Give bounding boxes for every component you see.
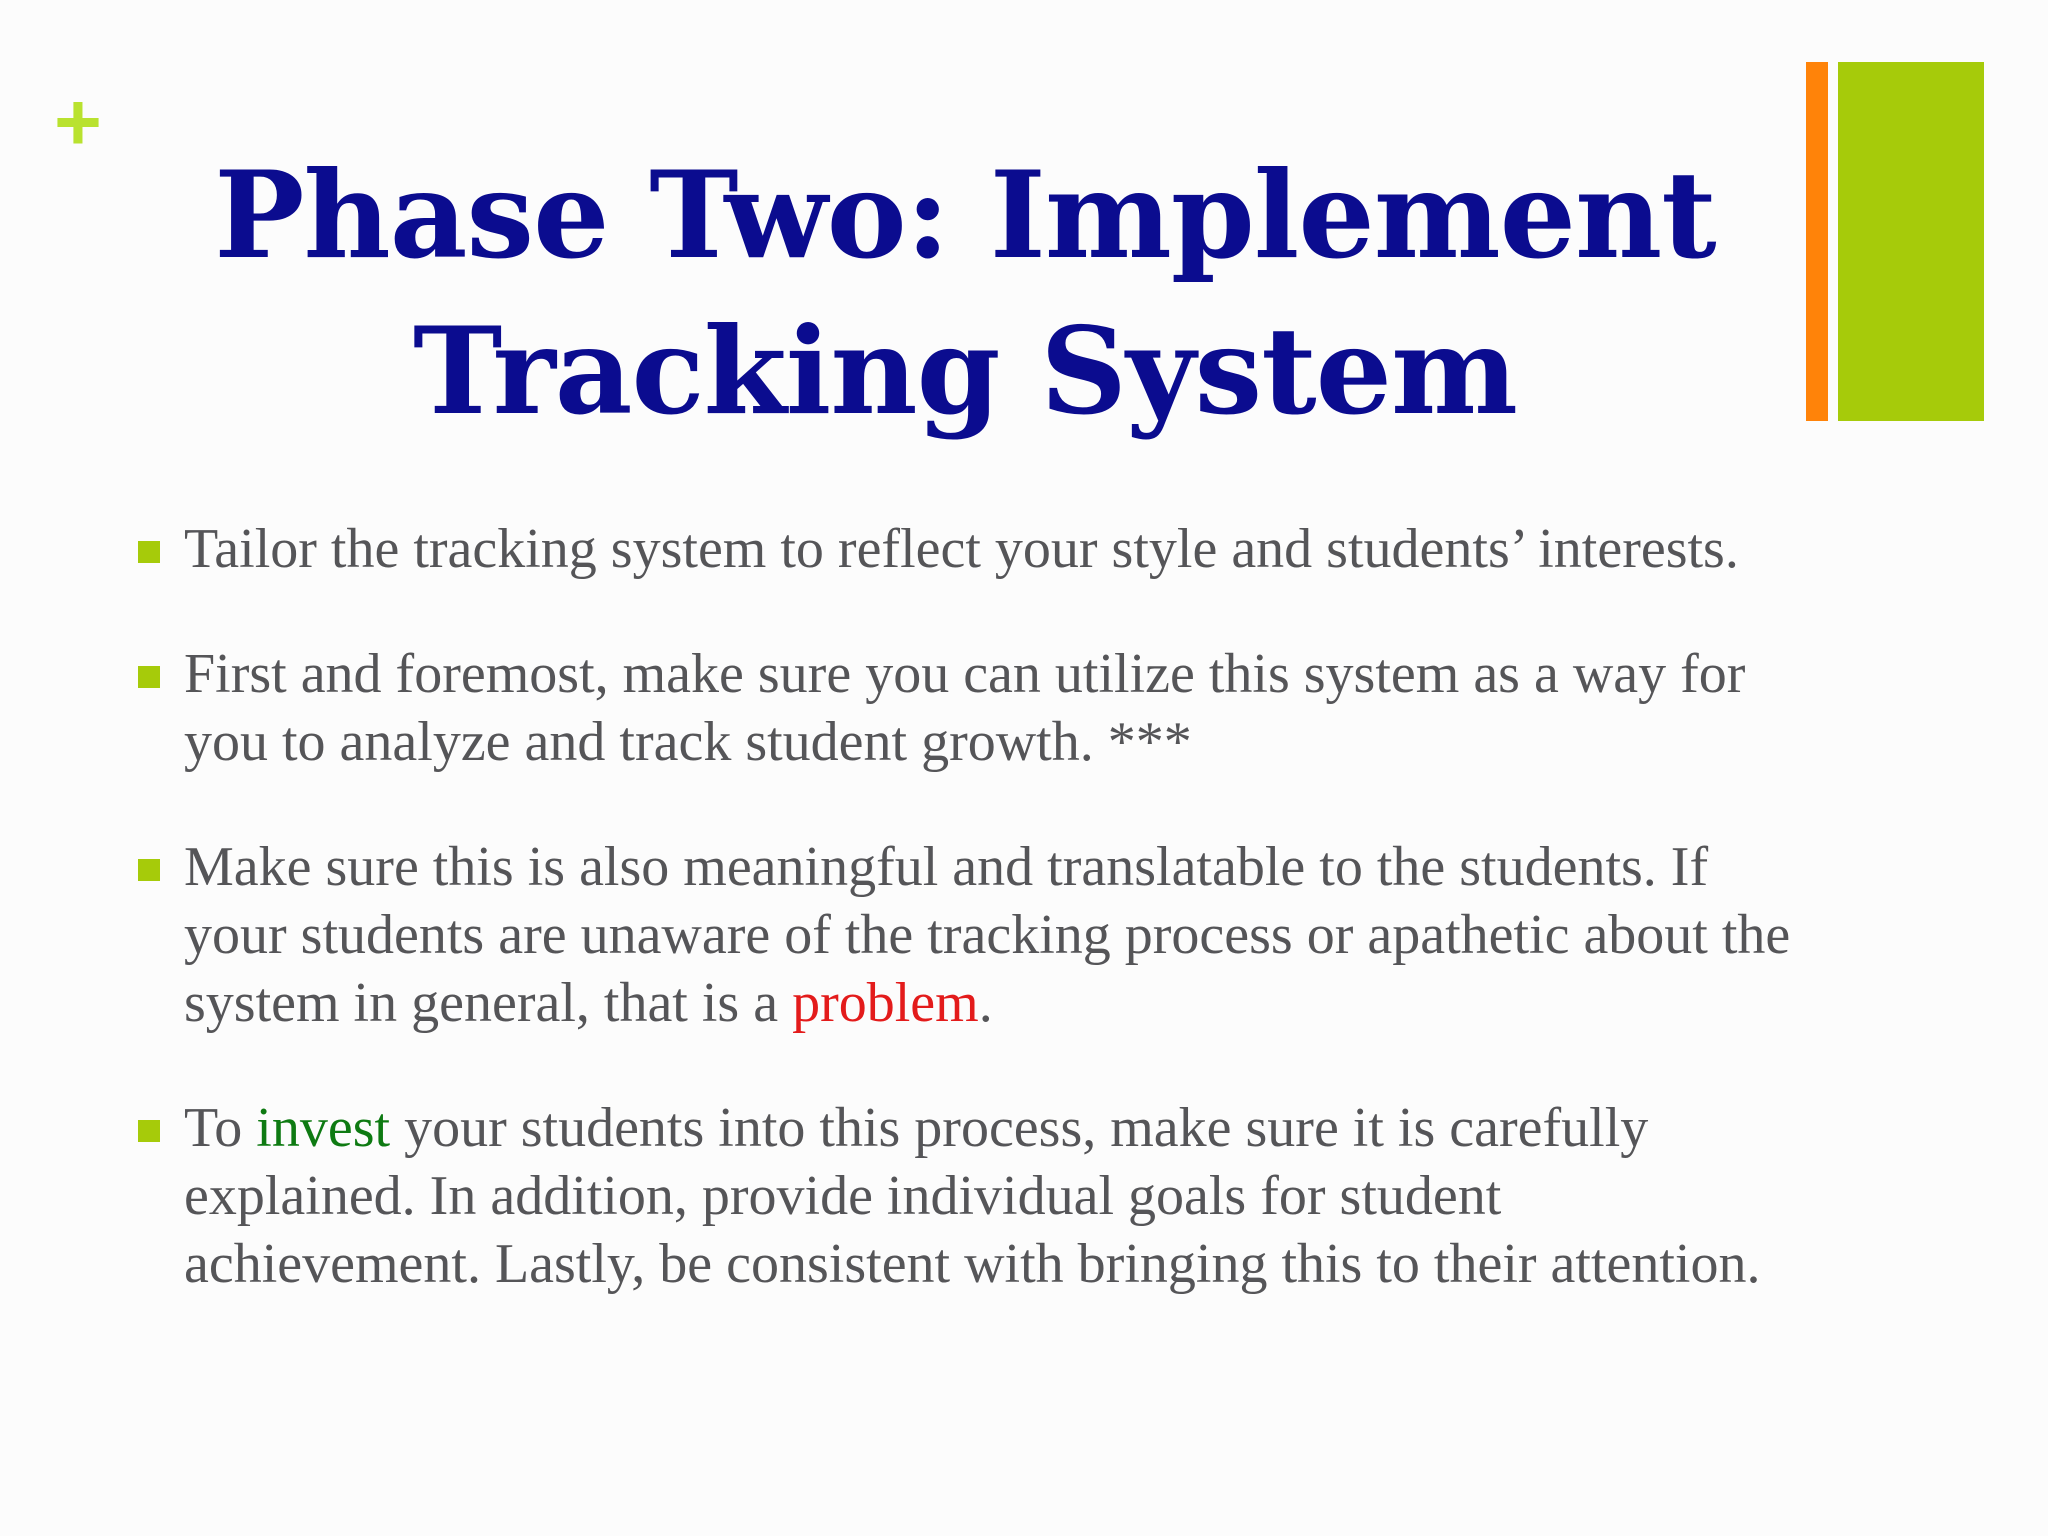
square-bullet-icon — [138, 666, 160, 688]
bullet-item-meaningful — [134, 833, 1794, 1037]
slide-title — [180, 138, 1750, 450]
bullet-text: To — [184, 1097, 257, 1159]
bullet-text-end: . — [978, 972, 993, 1034]
orange-accent-bar — [1806, 62, 1828, 421]
plus-icon: + — [54, 77, 102, 168]
highlight-problem: problem — [792, 972, 979, 1034]
bullet-item-invest — [134, 1094, 1794, 1298]
green-accent-bar — [1838, 62, 1984, 421]
bullet-text: Tailor the tracking system to reflect your style and students’ interests. — [184, 518, 1739, 580]
square-bullet-icon — [138, 541, 160, 563]
square-bullet-icon — [138, 859, 160, 881]
bullet-item-tailor — [134, 515, 1794, 583]
bullet-text-end: your students into this process, make sure it is carefully explained. In addition, provide individual goals for student achievement. Lastly, be consistent with bringing this to their attention. — [184, 1097, 1761, 1295]
bullet-item-first — [134, 640, 1794, 776]
square-bullet-icon — [138, 1120, 160, 1142]
slide-title-line-2: Tracking System — [413, 301, 1517, 442]
bullet-text: Make sure this is also meaningful and translatable to the students. If your students are unaware of the tracking process or apathetic about the system in general, that is a — [184, 836, 1791, 1034]
bullet-text: First and foremost, make sure you can utilize this system as a way for you to analyze and track student growth. *** — [184, 643, 1746, 773]
highlight-invest: invest — [256, 1097, 391, 1159]
slide-title-line-1: Phase Two: Implement — [214, 145, 1716, 286]
bullet-list — [134, 515, 1794, 1355]
